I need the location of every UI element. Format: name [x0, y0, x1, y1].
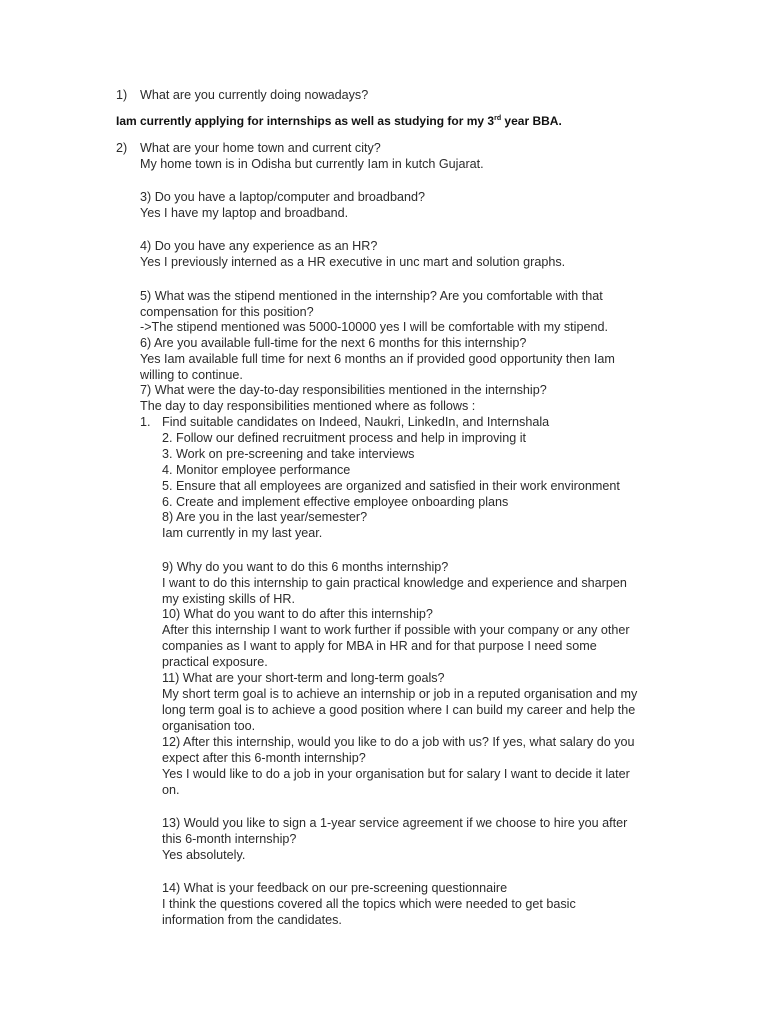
- q4-answer: Yes I previously interned as a HR executive in unc mart and solution graphs.: [140, 255, 566, 269]
- q11-answer-line2: long term goal is to achieve a good position where I can build my career and help the: [162, 703, 636, 717]
- q6-question: 6) Are you available full-time for the next 6 months for this internship?: [140, 336, 527, 350]
- q11-answer-line3: organisation too.: [162, 719, 256, 733]
- q14-answer-line2: information from the candidates.: [162, 913, 342, 927]
- q1-question: What are you currently doing nowadays?: [140, 88, 369, 102]
- q14-question: 14) What is your feedback on our pre-screening questionnaire: [162, 881, 508, 895]
- q10-answer-line3: practical exposure.: [162, 655, 268, 669]
- q10-answer-line2: companies as I want to apply for MBA in HR and for that purpose I need some: [162, 639, 597, 653]
- q14-answer-line1: I think the questions covered all the topics which were needed to get basic: [162, 897, 576, 911]
- q12-question-line1: 12) After this internship, would you like to do a job with us? If yes, what salary do you: [162, 735, 635, 749]
- q1-answer-post: year BBA.: [501, 114, 562, 128]
- q6-answer-line2: willing to continue.: [140, 368, 243, 382]
- q7-item: 4. Monitor employee performance: [162, 463, 351, 477]
- q13-answer: Yes absolutely.: [162, 848, 246, 862]
- q7-item: 5. Ensure that all employees are organized and satisfied in their work environment: [162, 479, 620, 493]
- q8-answer: Iam currently in my last year.: [162, 526, 323, 540]
- q12-answer-line1: Yes I would like to do a job in your organisation but for salary I want to decide it later: [162, 767, 630, 781]
- q5-answer: ->The stipend mentioned was 5000-10000 yes I will be comfortable with my stipend.: [140, 320, 608, 334]
- q9-answer-line2: my existing skills of HR.: [162, 592, 295, 606]
- q11-question: 11) What are your short-term and long-term goals?: [162, 671, 445, 685]
- q10-question: 10) What do you want to do after this internship?: [162, 607, 433, 621]
- q1-answer: [116, 113, 562, 129]
- q13-question-line2: this 6-month internship?: [162, 832, 297, 846]
- q9-answer-line1: I want to do this internship to gain practical knowledge and experience and sharpen: [162, 576, 627, 590]
- q7-item: 2. Follow our defined recruitment process and help in improving it: [162, 431, 527, 445]
- q7-question: 7) What were the day-to-day responsibilities mentioned in the internship?: [140, 383, 547, 397]
- q1-number: 1): [116, 88, 128, 102]
- q5-question-line2: compensation for this position?: [140, 305, 314, 319]
- q1-answer-sup: rd: [494, 115, 502, 122]
- q6-answer-line1: Yes Iam available full time for next 6 months an if provided good opportunity then Iam: [140, 352, 615, 366]
- q13-question-line1: 13) Would you like to sign a 1-year service agreement if we choose to hire you after: [162, 816, 628, 830]
- q9-question: 9) Why do you want to do this 6 months internship?: [162, 560, 449, 574]
- q3-answer: Yes I have my laptop and broadband.: [140, 206, 349, 220]
- q11-answer-line1: My short term goal is to achieve an internship or job in a reputed organisation and my: [162, 687, 638, 701]
- q7-answer-intro: The day to day responsibilities mentioned where as follows :: [140, 399, 476, 413]
- q4-question: 4) Do you have any experience as an HR?: [140, 239, 378, 253]
- q7-item: 6. Create and implement effective employee onboarding plans: [162, 495, 509, 509]
- q2-question: What are your home town and current city?: [140, 141, 381, 155]
- q3-question: 3) Do you have a laptop/computer and broadband?: [140, 190, 425, 204]
- q2-number: 2): [116, 141, 128, 155]
- q12-answer-line2: on.: [162, 783, 180, 797]
- q8-question: 8) Are you in the last year/semester?: [162, 510, 368, 524]
- q10-answer-line1: After this internship I want to work further if possible with your company or any other: [162, 623, 630, 637]
- q7-first-item: Find suitable candidates on Indeed, Naukri, LinkedIn, and Internshala: [162, 415, 550, 429]
- q7-item: 3. Work on pre-screening and take interviews: [162, 447, 415, 461]
- q7-first-item-number: 1.: [140, 415, 151, 429]
- q1-answer-pre: Iam currently applying for internships as well as studying for my 3: [116, 114, 495, 128]
- q2-answer: My home town is in Odisha but currently Iam in kutch Gujarat.: [140, 157, 484, 171]
- q5-question-line1: 5) What was the stipend mentioned in the internship? Are you comfortable with that: [140, 289, 603, 303]
- q12-question-line2: expect after this 6-month internship?: [162, 751, 366, 765]
